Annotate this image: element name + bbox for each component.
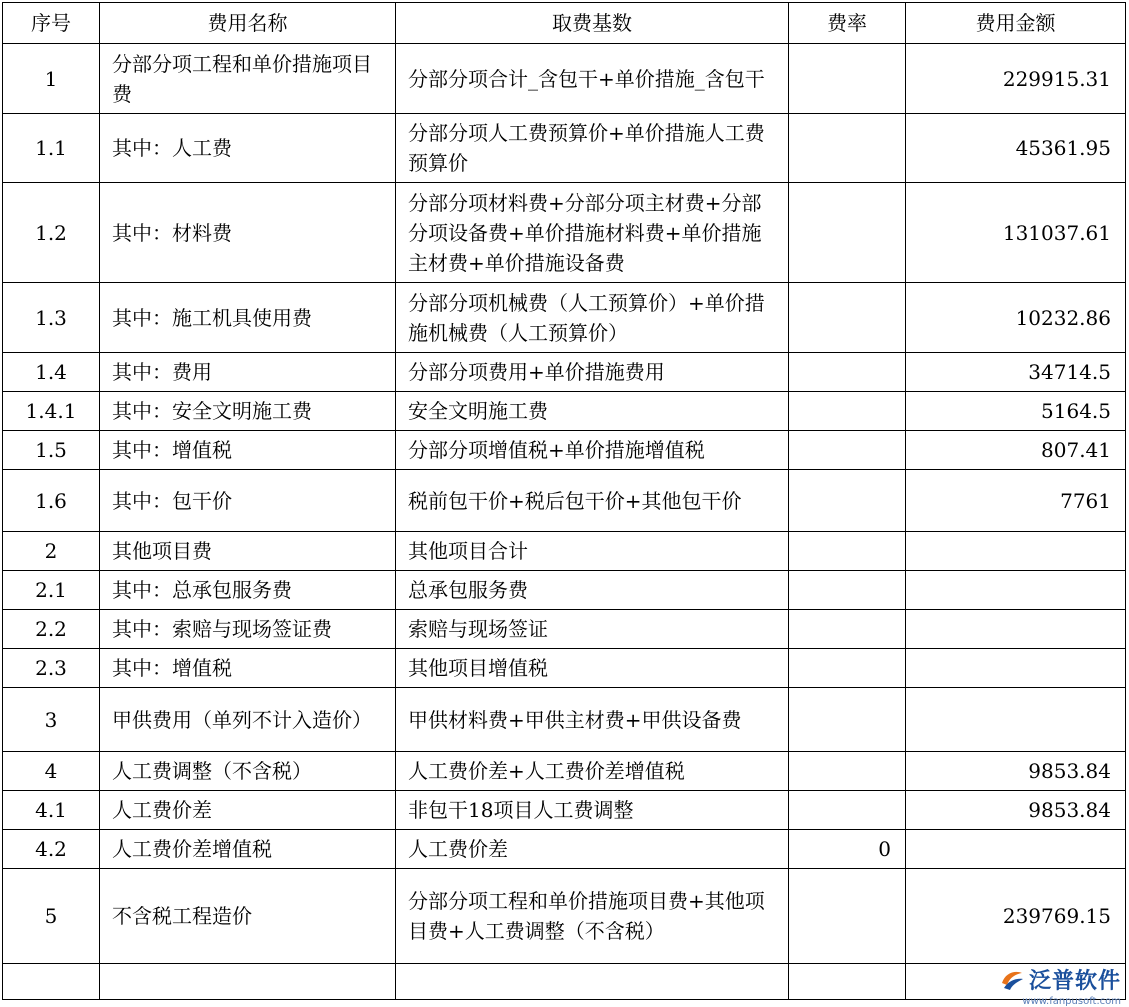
- cell-seq: 4: [3, 752, 100, 791]
- cell-name: 其他项目费: [100, 532, 396, 571]
- header-seq: 序号: [3, 3, 100, 44]
- cell-basis: 分部分项费用+单价措施费用: [396, 353, 789, 392]
- cell-amount: 7761: [906, 470, 1126, 532]
- watermark-url: www.fanpusoft.com: [1022, 996, 1121, 1007]
- cell-basis: 分部分项合计_含包干+单价措施_含包干: [396, 44, 789, 114]
- cell-name: 其中：包干价: [100, 470, 396, 532]
- cell-amount: [906, 610, 1126, 649]
- cell-name: 其中：增值税: [100, 431, 396, 470]
- cell-rate: [789, 610, 906, 649]
- cell-seq: 1.4.1: [3, 392, 100, 431]
- cell-seq: 2.3: [3, 649, 100, 688]
- cell-amount: 45361.95: [906, 114, 1126, 183]
- table-row: [3, 688, 1126, 752]
- cell-seq: 2: [3, 532, 100, 571]
- cell-amount: 807.41: [906, 431, 1126, 470]
- cell-seq: 1.3: [3, 283, 100, 353]
- cell-rate: [789, 353, 906, 392]
- cell-rate: [789, 752, 906, 791]
- table-row: [3, 353, 1126, 392]
- cell-name: 其中：增值税: [100, 649, 396, 688]
- table-row: [3, 791, 1126, 830]
- cell-basis: 其他项目合计: [396, 532, 789, 571]
- cell-basis: 其他项目增值税: [396, 649, 789, 688]
- table-row: [3, 283, 1126, 353]
- table-row: [3, 392, 1126, 431]
- cell-name: 其中：施工机具使用费: [100, 283, 396, 353]
- cell-rate: [789, 791, 906, 830]
- cell-amount: [906, 688, 1126, 752]
- cell-amount: 10232.86: [906, 283, 1126, 353]
- cell-rate: [789, 114, 906, 183]
- cell-rate: [789, 470, 906, 532]
- cell-name: 人工费价差增值税: [100, 830, 396, 869]
- cell-rate: [789, 688, 906, 752]
- cell-amount: [906, 649, 1126, 688]
- table-row: [3, 752, 1126, 791]
- cell-seq: 1.1: [3, 114, 100, 183]
- table-header-row: [3, 3, 1126, 44]
- cell-seq: 2.1: [3, 571, 100, 610]
- cell-amount: 9853.84: [906, 791, 1126, 830]
- table-row: [3, 532, 1126, 571]
- cell-basis: 分部分项增值税+单价措施增值税: [396, 431, 789, 470]
- cell-name: 人工费价差: [100, 791, 396, 830]
- cell-basis: 分部分项工程和单价措施项目费+其他项目费+人工费调整（不含税）: [396, 869, 789, 964]
- cell-basis: 总承包服务费: [396, 571, 789, 610]
- cell-name: [100, 964, 396, 1000]
- cell-seq: 2.2: [3, 610, 100, 649]
- cell-basis: 安全文明施工费: [396, 392, 789, 431]
- cell-seq: 1.6: [3, 470, 100, 532]
- table-row: [3, 44, 1126, 114]
- cell-seq: 4.2: [3, 830, 100, 869]
- cell-basis: 人工费价差: [396, 830, 789, 869]
- cell-amount: 34714.5: [906, 353, 1126, 392]
- cell-amount: [906, 571, 1126, 610]
- cell-basis: [396, 964, 789, 1000]
- cell-name: 人工费调整（不含税）: [100, 752, 396, 791]
- watermark: [999, 964, 1121, 995]
- cell-name: 其中：人工费: [100, 114, 396, 183]
- cell-rate: 0: [789, 830, 906, 869]
- fanpu-logo-icon: [999, 967, 1025, 993]
- cell-amount: 5164.5: [906, 392, 1126, 431]
- cell-seq: 1.4: [3, 353, 100, 392]
- table-row: [3, 964, 1126, 1000]
- cell-basis: 分部分项材料费+分部分项主材费+分部分项设备费+单价措施材料费+单价措施主材费+单价措施设备费: [396, 183, 789, 283]
- cell-name: 不含税工程造价: [100, 869, 396, 964]
- cell-seq: 1.5: [3, 431, 100, 470]
- cell-seq: 1.2: [3, 183, 100, 283]
- cell-name: 分部分项工程和单价措施项目费: [100, 44, 396, 114]
- cell-seq: 4.1: [3, 791, 100, 830]
- cell-basis: 非包干18项目人工费调整: [396, 791, 789, 830]
- cell-amount: [906, 532, 1126, 571]
- table-row: [3, 869, 1126, 964]
- table-row: [3, 470, 1126, 532]
- table-row: [3, 571, 1126, 610]
- cell-seq: [3, 964, 100, 1000]
- cell-rate: [789, 283, 906, 353]
- cell-basis: 索赔与现场签证: [396, 610, 789, 649]
- cell-basis: 分部分项人工费预算价+单价措施人工费预算价: [396, 114, 789, 183]
- cell-amount: [906, 830, 1126, 869]
- cell-amount: 131037.61: [906, 183, 1126, 283]
- cell-amount: 239769.15: [906, 869, 1126, 964]
- cell-rate: [789, 44, 906, 114]
- header-name: 费用名称: [100, 3, 396, 44]
- table-row: [3, 610, 1126, 649]
- cell-seq: 3: [3, 688, 100, 752]
- table-row: [3, 830, 1126, 869]
- cell-name: 其中：总承包服务费: [100, 571, 396, 610]
- cell-name: 其中：安全文明施工费: [100, 392, 396, 431]
- table-row: [3, 649, 1126, 688]
- watermark-brand: 泛普软件: [1028, 969, 1121, 994]
- cell-amount: 9853.84: [906, 752, 1126, 791]
- cell-rate: [789, 183, 906, 283]
- cell-rate: [789, 649, 906, 688]
- cell-rate: [789, 431, 906, 470]
- cell-rate: [789, 571, 906, 610]
- table-row: [3, 183, 1126, 283]
- cell-name: 其中：索赔与现场签证费: [100, 610, 396, 649]
- cell-basis: 人工费价差+人工费价差增值税: [396, 752, 789, 791]
- cell-basis: 甲供材料费+甲供主材费+甲供设备费: [396, 688, 789, 752]
- cell-name: 其中：材料费: [100, 183, 396, 283]
- cell-rate: [789, 392, 906, 431]
- header-amount: 费用金额: [906, 3, 1126, 44]
- cell-name: 甲供费用（单列不计入造价）: [100, 688, 396, 752]
- cell-rate: [789, 869, 906, 964]
- table-row: [3, 431, 1126, 470]
- cell-basis: 分部分项机械费（人工预算价）+单价措施机械费（人工预算价）: [396, 283, 789, 353]
- cell-seq: 5: [3, 869, 100, 964]
- table-row: [3, 114, 1126, 183]
- cell-basis: 税前包干价+税后包干价+其他包干价: [396, 470, 789, 532]
- cell-amount: 229915.31: [906, 44, 1126, 114]
- cell-name: 其中：费用: [100, 353, 396, 392]
- cost-summary-table: [2, 2, 1126, 1000]
- cell-seq: 1: [3, 44, 100, 114]
- cell-rate: [789, 964, 906, 1000]
- cell-rate: [789, 532, 906, 571]
- header-basis: 取费基数: [396, 3, 789, 44]
- header-rate: 费率: [789, 3, 906, 44]
